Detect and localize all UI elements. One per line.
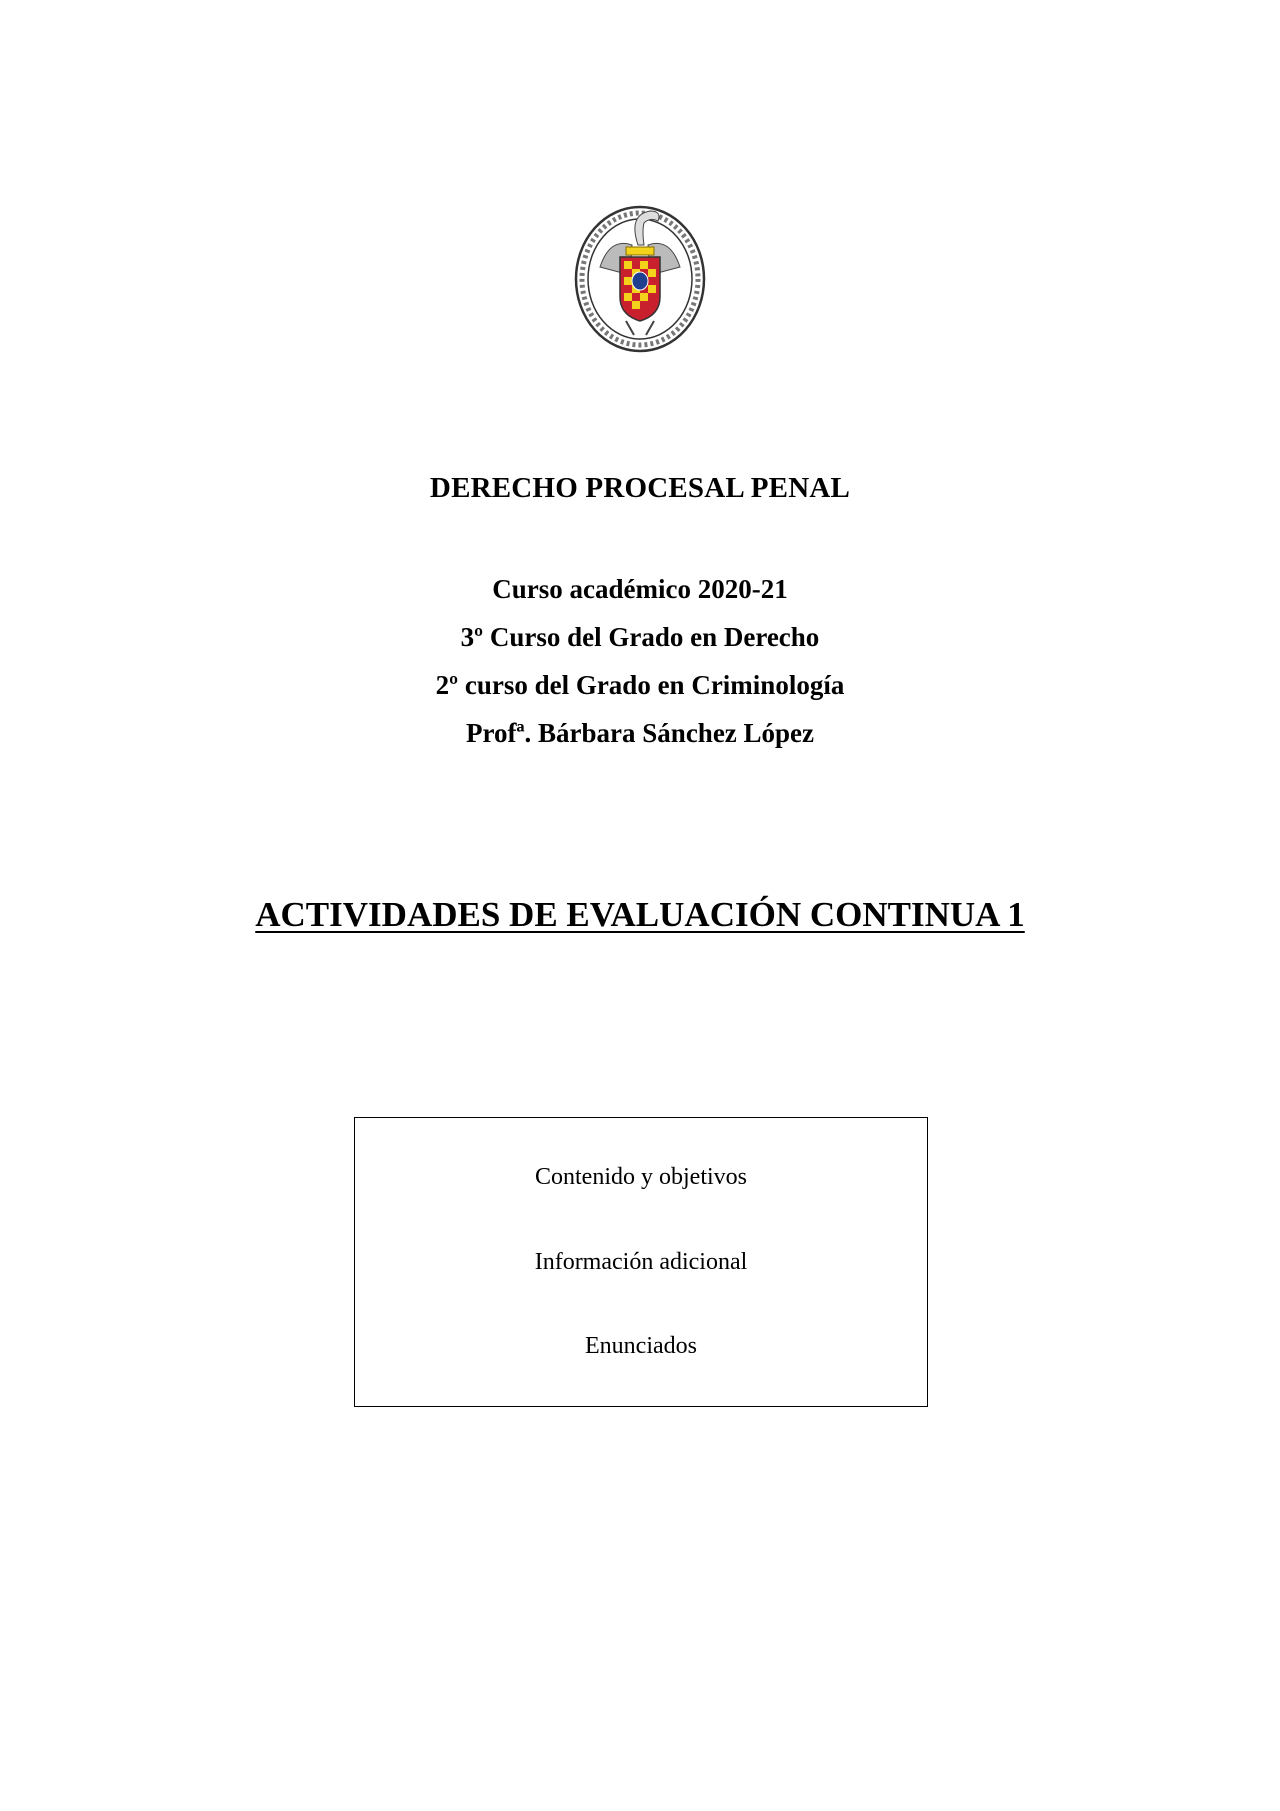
course-info bbox=[0, 565, 1280, 757]
contents-link-enunciados[interactable]: Enunciados bbox=[585, 1333, 697, 1359]
academic-year: Curso académico 2020-21 bbox=[492, 574, 788, 604]
activity-title bbox=[0, 892, 1280, 938]
criminology-degree-course: 2º curso del Grado en Criminología bbox=[435, 670, 845, 700]
university-seal-icon bbox=[570, 197, 710, 355]
subject-title: DERECHO PROCESAL PENAL bbox=[429, 472, 851, 504]
law-degree-course: 3º Curso del Grado en Derecho bbox=[460, 622, 820, 652]
contents-link-informacion[interactable]: Información adicional bbox=[534, 1249, 748, 1275]
professor-name: Profª. Bárbara Sánchez López bbox=[465, 718, 815, 748]
contents-link-contenido[interactable]: Contenido y objetivos bbox=[535, 1164, 747, 1190]
activity-title-text: ACTIVIDADES DE EVALUACIÓN CONTINUA 1 bbox=[255, 895, 1025, 934]
contents-box bbox=[354, 1117, 928, 1407]
